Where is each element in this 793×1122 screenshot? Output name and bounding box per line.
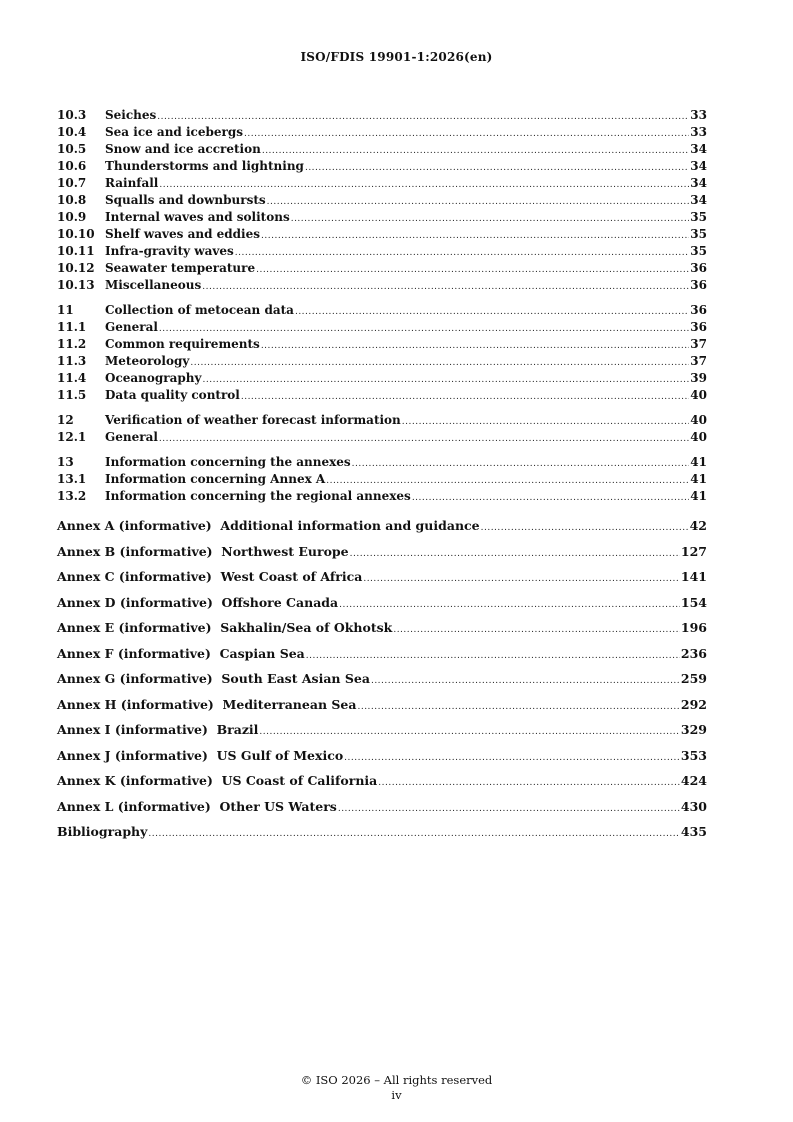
toc-entry-number: 11.1 [57,320,87,334]
toc-group-section-12 [57,412,707,446]
toc-entry[interactable] [57,387,707,404]
toc-entry-number: 12.1 [57,430,87,444]
toc-entry[interactable] [57,107,707,124]
toc-entry[interactable] [57,666,707,692]
toc-entry-page: 37 [690,337,707,351]
toc-entry-number: 13 [57,455,74,469]
toc-entry[interactable] [57,226,707,243]
toc-entry-title: Data quality control [105,388,240,402]
toc-entry-page: 33 [690,125,707,139]
dot-leader [148,822,680,848]
toc-entry-number: 13.1 [57,472,87,486]
toc-entry-page: 40 [690,430,707,444]
toc-entry-page: 430 [680,798,707,814]
toc-entry-title: Verification of weather forecast information [105,413,401,427]
toc-entry-number: 10.6 [57,159,87,173]
toc-entry[interactable] [57,692,707,718]
toc-entry[interactable] [57,641,707,667]
toc-entry-title: Infra-gravity waves [105,244,234,258]
toc-entry-page: 435 [680,824,707,839]
dot-leader [235,245,690,262]
toc-entry-number: 10.13 [57,278,95,292]
toc-entry[interactable] [57,336,707,353]
toc-entry-page: 424 [680,773,707,788]
toc-group-section-10 [57,107,707,294]
toc-entry[interactable] [57,471,707,488]
toc-entry[interactable] [57,513,707,539]
toc-entry-title: Internal waves and solitons [105,210,290,224]
toc-entry-number: 10.4 [57,125,87,139]
toc-entry[interactable] [57,429,707,446]
toc-entry-page: 37 [690,354,707,368]
dot-leader [378,771,680,797]
toc-entry-title: Annex A (informative) Additional information and guidance [57,518,480,533]
toc-group-section-11 [57,302,707,404]
toc-entry-title: Annex B (informative) Northwest Europe [57,543,349,559]
toc-entry-page: 40 [690,388,707,402]
toc-entry-title: General [105,430,158,444]
dot-leader [291,211,690,228]
toc-entry[interactable] [57,454,707,471]
toc-entry-title: Annex C (informative) West Coast of Africa [57,569,363,584]
dot-leader [393,618,680,644]
toc-entry-title: Miscellaneous [105,278,202,292]
dot-leader [241,389,689,406]
toc-entry-number: 10.9 [57,210,87,224]
toc-entry-title: Meteorology [105,354,190,368]
dot-leader [412,490,689,507]
dot-leader [261,338,689,355]
dot-leader [350,542,680,568]
toc-entry-page: 39 [690,371,707,385]
toc-entry-number: 12 [57,413,74,427]
toc-entry-title: Annex L (informative) Other US Waters [57,798,337,814]
toc-entry[interactable] [57,539,707,565]
toc-entry[interactable] [57,743,707,769]
toc-entry-title: Snow and ice accretion [105,142,261,156]
toc-entry-page: 141 [680,569,707,584]
dot-leader [256,262,689,279]
toc-entry[interactable] [57,717,707,743]
toc-entry-number: 10.12 [57,261,95,275]
document-header: ISO/FDIS 19901-1:2026(en) [300,50,493,64]
toc-entry-number: 11.3 [57,354,87,368]
toc-entry[interactable] [57,192,707,209]
toc-entry[interactable] [57,277,707,294]
toc-entry-title: Information concerning Annex A [105,472,326,486]
toc-group-annexes [57,513,707,845]
toc-entry-page: 35 [690,244,707,258]
toc-entry-title: Annex F (informative) Caspian Sea [57,645,305,661]
toc-group-section-13 [57,454,707,505]
toc-entry-page: 34 [690,193,707,207]
toc-entry[interactable] [57,175,707,192]
toc-entry-page: 41 [690,472,707,486]
toc-entry-page: 41 [690,455,707,469]
dot-leader [338,797,680,823]
dot-leader [371,669,680,695]
toc-entry-page: 35 [690,227,707,241]
toc-entry-title: Seawater temperature [105,261,256,275]
toc-entry-title: Information concerning the regional annexes [105,489,411,503]
toc-entry-title: General [105,320,158,334]
toc-entry[interactable] [57,412,707,429]
toc-entry-title: Annex H (informative) Mediterranean Sea [57,696,357,712]
toc-entry[interactable] [57,260,707,277]
dot-leader [295,304,689,321]
toc-entry[interactable] [57,590,707,616]
toc-entry-title: Annex D (informative) Offshore Canada [57,594,339,610]
toc-entry-number: 10.3 [57,108,87,122]
toc-entry-page: 33 [690,108,707,122]
toc-entry-title: Oceanography [105,371,202,385]
table-of-contents [57,107,707,853]
toc-entry-title: Seiches [105,108,157,122]
dot-leader [202,372,689,389]
dot-leader [363,567,680,593]
toc-entry-title: Common requirements [105,337,260,351]
toc-entry-number: 10.11 [57,244,95,258]
dot-leader [262,143,689,160]
toc-entry-number: 10.10 [57,227,95,241]
toc-entry-page: 35 [690,210,707,224]
toc-entry[interactable] [57,243,707,260]
toc-entry-title: Annex G (informative) South East Asian Sea [57,671,370,686]
toc-entry-number: 11 [57,303,74,317]
toc-entry-page: 34 [690,159,707,173]
dot-leader [357,695,679,721]
toc-entry-page: 40 [690,413,707,427]
dot-leader [159,431,689,448]
toc-entry-page: 34 [690,142,707,156]
toc-entry-title: Squalls and downbursts [105,193,266,207]
dot-leader [261,228,689,245]
dot-leader [190,355,689,372]
toc-entry-page: 127 [680,543,707,559]
toc-entry[interactable] [57,353,707,370]
toc-entry-page: 353 [680,747,707,763]
copyright-notice: © ISO 2026 – All rights reserved [300,1073,493,1087]
toc-entry-number: 11.5 [57,388,87,402]
toc-entry-number: 13.2 [57,489,87,503]
toc-entry[interactable] [57,302,707,319]
toc-entry-number: 10.5 [57,142,87,156]
toc-entry-title: Shelf waves and eddies [105,227,261,241]
toc-entry-page: 236 [680,645,707,661]
toc-entry-title: Collection of metocean data [105,303,294,317]
dot-leader [305,160,689,177]
toc-entry-page: 34 [690,176,707,190]
toc-entry-title: Rainfall [105,176,159,190]
page-footer [0,1073,793,1103]
toc-entry[interactable] [57,794,707,820]
toc-entry-page: 196 [680,620,707,635]
toc-entry-title: Annex K (informative) US Coast of California [57,773,378,788]
toc-entry[interactable] [57,564,707,590]
toc-entry-number: 10.7 [57,176,87,190]
toc-entry[interactable] [57,615,707,641]
toc-entry-page: 36 [690,261,707,275]
toc-entry-title: Sea ice and icebergs [105,125,243,139]
toc-entry-title: Thunderstorms and lightning [105,159,304,173]
page-number: iv [391,1088,402,1102]
dot-leader [344,746,680,772]
dot-leader [202,279,689,296]
toc-entry[interactable] [57,124,707,141]
toc-entry-title: Annex J (informative) US Gulf of Mexico [57,747,344,763]
toc-entry[interactable] [57,819,707,845]
toc-entry-page: 36 [690,320,707,334]
toc-entry[interactable] [57,488,707,505]
toc-entry[interactable] [57,319,707,336]
toc-entry[interactable] [57,209,707,226]
toc-entry-page: 42 [689,518,707,533]
dot-leader [402,414,690,431]
toc-entry[interactable] [57,158,707,175]
toc-entry-title: Annex E (informative) Sakhalin/Sea of Okhotsk [57,620,393,635]
toc-entry-page: 329 [680,722,707,737]
toc-entry[interactable] [57,768,707,794]
toc-entry[interactable] [57,370,707,387]
dot-leader [244,126,689,143]
toc-entry-page: 259 [680,671,707,686]
dot-leader [352,456,690,473]
toc-entry-page: 36 [690,303,707,317]
toc-entry-number: 11.2 [57,337,87,351]
toc-entry-number: 10.8 [57,193,87,207]
toc-entry-page: 36 [690,278,707,292]
toc-entry-number: 11.4 [57,371,87,385]
toc-entry-title: Annex I (informative) Brazil [57,722,259,737]
dot-leader [481,516,689,542]
toc-entry-page: 154 [680,594,707,610]
toc-entry-page: 41 [690,489,707,503]
dot-leader [267,194,690,211]
toc-entry[interactable] [57,141,707,158]
toc-entry-title: Bibliography [57,824,148,839]
toc-entry-page: 292 [680,696,707,712]
toc-entry-title: Information concerning the annexes [105,455,351,469]
